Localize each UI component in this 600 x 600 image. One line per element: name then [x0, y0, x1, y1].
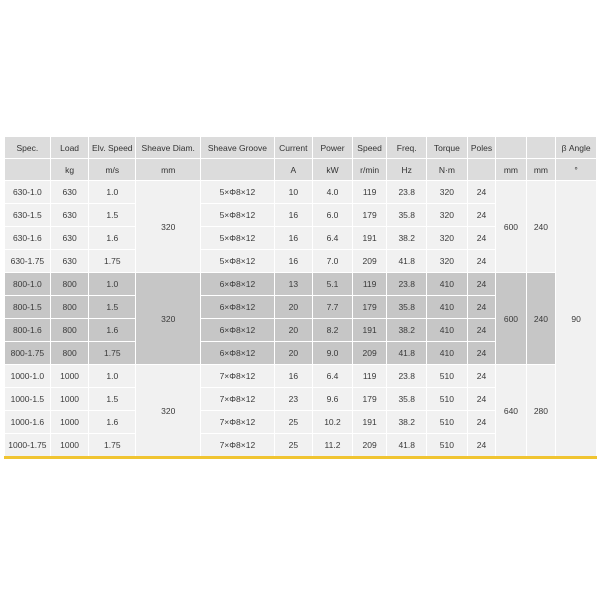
cell-power: 9.0 [313, 342, 353, 365]
cell-elv-speed: 1.6 [89, 319, 136, 342]
cell-spec: 630-1.75 [5, 250, 51, 273]
cell-freq: 41.8 [387, 250, 427, 273]
cell-poles: 24 [467, 296, 495, 319]
cell-spec: 630-1.6 [5, 227, 51, 250]
cell-power: 8.2 [313, 319, 353, 342]
unit-speed: r/min [352, 159, 387, 181]
cell-load: 800 [50, 273, 89, 296]
cell-freq: 23.8 [387, 181, 427, 204]
cell-torque: 410 [427, 319, 468, 342]
cell-elv-speed: 1.0 [89, 181, 136, 204]
cell-freq: 38.2 [387, 227, 427, 250]
cell-sheave-groove: 5×Φ8×12 [201, 227, 274, 250]
cell-speed: 209 [352, 250, 387, 273]
cell-speed: 209 [352, 434, 387, 457]
cell-freq: 41.8 [387, 434, 427, 457]
cell-sheave-groove: 5×Φ8×12 [201, 181, 274, 204]
cell-elv-speed: 1.6 [89, 227, 136, 250]
cell-elv-speed: 1.0 [89, 365, 136, 388]
cell-load: 630 [50, 204, 89, 227]
cell-dim-a: 600 [496, 273, 527, 365]
cell-sheave-groove: 6×Φ8×12 [201, 319, 274, 342]
unit-freq: Hz [387, 159, 427, 181]
cell-elv-speed: 1.6 [89, 411, 136, 434]
cell-current: 20 [274, 319, 313, 342]
cell-poles: 24 [467, 181, 495, 204]
header-current: Current [274, 137, 313, 159]
header-poles: Poles [467, 137, 495, 159]
cell-dim-b: 240 [526, 181, 555, 273]
cell-poles: 24 [467, 250, 495, 273]
cell-dim-b: 280 [526, 365, 555, 457]
cell-load: 1000 [50, 411, 89, 434]
cell-power: 6.4 [313, 227, 353, 250]
header-sheave-groove: Sheave Groove [201, 137, 274, 159]
cell-sheave-diam: 320 [136, 273, 201, 365]
cell-sheave-groove: 7×Φ8×12 [201, 365, 274, 388]
cell-power: 4.0 [313, 181, 353, 204]
cell-power: 5.1 [313, 273, 353, 296]
header-load: Load [50, 137, 89, 159]
cell-freq: 23.8 [387, 365, 427, 388]
cell-speed: 191 [352, 319, 387, 342]
cell-load: 1000 [50, 434, 89, 457]
header-torque: Torque [427, 137, 468, 159]
unit-spec [5, 159, 51, 181]
cell-sheave-groove: 7×Φ8×12 [201, 434, 274, 457]
table-row [5, 181, 597, 204]
cell-spec: 1000-1.0 [5, 365, 51, 388]
cell-speed: 191 [352, 227, 387, 250]
cell-elv-speed: 1.75 [89, 342, 136, 365]
cell-speed: 209 [352, 342, 387, 365]
unit-torque: N·m [427, 159, 468, 181]
cell-power: 7.7 [313, 296, 353, 319]
cell-speed: 119 [352, 273, 387, 296]
cell-poles: 24 [467, 227, 495, 250]
cell-current: 23 [274, 388, 313, 411]
cell-sheave-groove: 7×Φ8×12 [201, 411, 274, 434]
cell-dim-a: 600 [496, 181, 527, 273]
cell-spec: 1000-1.5 [5, 388, 51, 411]
cell-spec: 800-1.5 [5, 296, 51, 319]
cell-freq: 35.8 [387, 388, 427, 411]
cell-power: 6.0 [313, 204, 353, 227]
cell-load: 1000 [50, 365, 89, 388]
header-freq: Freq. [387, 137, 427, 159]
cell-load: 630 [50, 181, 89, 204]
cell-sheave-groove: 6×Φ8×12 [201, 296, 274, 319]
cell-spec: 630-1.5 [5, 204, 51, 227]
cell-sheave-groove: 7×Φ8×12 [201, 388, 274, 411]
cell-load: 800 [50, 296, 89, 319]
cell-poles: 24 [467, 273, 495, 296]
header-speed: Speed [352, 137, 387, 159]
cell-torque: 320 [427, 250, 468, 273]
header-dim-b [526, 137, 555, 159]
cell-freq: 38.2 [387, 319, 427, 342]
cell-dim-a: 640 [496, 365, 527, 457]
bottom-accent-rule [4, 456, 597, 459]
table-body [5, 181, 597, 457]
cell-elv-speed: 1.5 [89, 388, 136, 411]
cell-speed: 119 [352, 181, 387, 204]
cell-poles: 24 [467, 411, 495, 434]
cell-spec: 800-1.6 [5, 319, 51, 342]
table-row [5, 365, 597, 388]
cell-power: 9.6 [313, 388, 353, 411]
cell-torque: 510 [427, 434, 468, 457]
cell-elv-speed: 1.0 [89, 273, 136, 296]
cell-poles: 24 [467, 319, 495, 342]
cell-load: 630 [50, 250, 89, 273]
cell-elv-speed: 1.75 [89, 250, 136, 273]
cell-freq: 23.8 [387, 273, 427, 296]
unit-elv-speed: m/s [89, 159, 136, 181]
unit-dim-a: mm [496, 159, 527, 181]
cell-current: 25 [274, 411, 313, 434]
cell-current: 16 [274, 365, 313, 388]
cell-speed: 191 [352, 411, 387, 434]
cell-current: 13 [274, 273, 313, 296]
header-beta-angle: β Angle [556, 137, 597, 159]
unit-sheave-groove [201, 159, 274, 181]
cell-current: 16 [274, 204, 313, 227]
cell-spec: 1000-1.75 [5, 434, 51, 457]
cell-power: 7.0 [313, 250, 353, 273]
cell-current: 25 [274, 434, 313, 457]
header-dim-a [496, 137, 527, 159]
cell-freq: 41.8 [387, 342, 427, 365]
cell-power: 6.4 [313, 365, 353, 388]
table-header [5, 137, 597, 181]
unit-beta-angle: ° [556, 159, 597, 181]
cell-freq: 38.2 [387, 411, 427, 434]
header-sheave-diam: Sheave Diam. [136, 137, 201, 159]
cell-torque: 410 [427, 296, 468, 319]
cell-torque: 320 [427, 181, 468, 204]
unit-sheave-diam: mm [136, 159, 201, 181]
cell-spec: 630-1.0 [5, 181, 51, 204]
cell-load: 800 [50, 319, 89, 342]
cell-current: 16 [274, 250, 313, 273]
cell-torque: 510 [427, 411, 468, 434]
unit-dim-b: mm [526, 159, 555, 181]
cell-beta-angle: 90 [556, 181, 597, 457]
table-row [5, 273, 597, 296]
cell-dim-b: 240 [526, 273, 555, 365]
cell-current: 20 [274, 342, 313, 365]
spec-table [4, 136, 597, 457]
cell-current: 10 [274, 181, 313, 204]
cell-freq: 35.8 [387, 204, 427, 227]
cell-load: 800 [50, 342, 89, 365]
cell-torque: 320 [427, 204, 468, 227]
cell-speed: 179 [352, 296, 387, 319]
unit-load: kg [50, 159, 89, 181]
cell-sheave-groove: 5×Φ8×12 [201, 250, 274, 273]
cell-spec: 800-1.75 [5, 342, 51, 365]
header-spec: Spec. [5, 137, 51, 159]
cell-elv-speed: 1.5 [89, 296, 136, 319]
unit-current: A [274, 159, 313, 181]
cell-power: 11.2 [313, 434, 353, 457]
cell-sheave-groove: 6×Φ8×12 [201, 342, 274, 365]
cell-sheave-groove: 5×Φ8×12 [201, 204, 274, 227]
cell-spec: 1000-1.6 [5, 411, 51, 434]
cell-sheave-groove: 6×Φ8×12 [201, 273, 274, 296]
unit-power: kW [313, 159, 353, 181]
cell-spec: 800-1.0 [5, 273, 51, 296]
cell-torque: 410 [427, 273, 468, 296]
cell-torque: 320 [427, 227, 468, 250]
cell-torque: 510 [427, 365, 468, 388]
cell-speed: 179 [352, 388, 387, 411]
cell-freq: 35.8 [387, 296, 427, 319]
cell-poles: 24 [467, 342, 495, 365]
cell-load: 1000 [50, 388, 89, 411]
cell-elv-speed: 1.75 [89, 434, 136, 457]
cell-torque: 410 [427, 342, 468, 365]
cell-poles: 24 [467, 204, 495, 227]
header-elv-speed: Elv. Speed [89, 137, 136, 159]
header-label-row [5, 137, 597, 159]
cell-torque: 510 [427, 388, 468, 411]
unit-poles [467, 159, 495, 181]
cell-poles: 24 [467, 434, 495, 457]
cell-speed: 119 [352, 365, 387, 388]
cell-speed: 179 [352, 204, 387, 227]
cell-sheave-diam: 320 [136, 181, 201, 273]
cell-current: 16 [274, 227, 313, 250]
cell-poles: 24 [467, 365, 495, 388]
header-unit-row [5, 159, 597, 181]
cell-current: 20 [274, 296, 313, 319]
header-power: Power [313, 137, 353, 159]
cell-sheave-diam: 320 [136, 365, 201, 457]
cell-poles: 24 [467, 388, 495, 411]
cell-load: 630 [50, 227, 89, 250]
cell-power: 10.2 [313, 411, 353, 434]
cell-elv-speed: 1.5 [89, 204, 136, 227]
